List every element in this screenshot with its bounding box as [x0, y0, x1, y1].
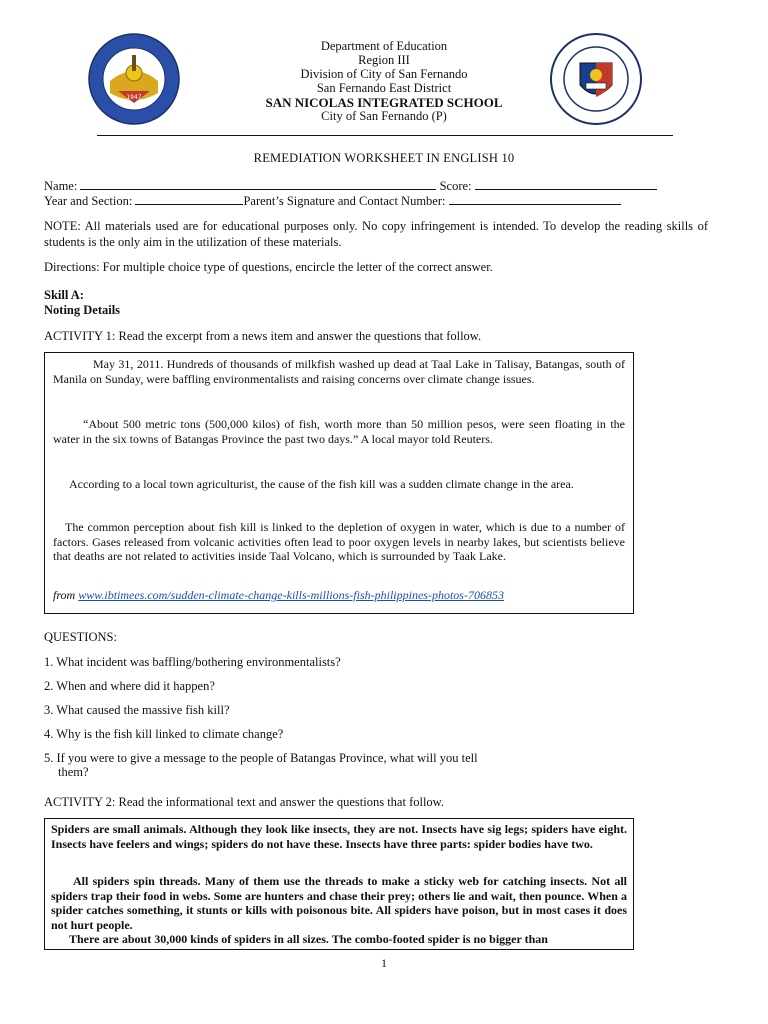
name-field[interactable]	[80, 178, 436, 190]
source-link[interactable]: www.ibtimees.com/sudden-climate-change-kills-millions-fish-philippines-photos-706853	[78, 588, 504, 602]
excerpt-source	[53, 588, 625, 603]
spiders-p3: There are about 30,000 kinds of spiders in all sizes. The combo-footed spider is no bigger than	[69, 932, 548, 946]
excerpt-p2: “About 500 metric tons (500,000 kilos) of fish, worth more than 50 million pesos, were seen floating in the water in the six towns of Batangas Province the past two days.” A local mayor told Reuters.	[53, 417, 625, 446]
header-dept: Department of Education	[320, 39, 448, 53]
name-label: Name:	[44, 179, 78, 193]
skill-name: Noting Details	[44, 303, 121, 317]
score-label: Score:	[439, 179, 472, 193]
excerpt-p1: May 31, 2011. Hundreds of thousands of milkfish washed up dead at Taal Lake in Talisay, Batangas, south of Manila on Sunday, were baffling environmentalists and raising concerns over climate change issues.	[53, 357, 625, 386]
source-prefix: from	[53, 588, 76, 602]
question-1: 1. What incident was baffling/bothering environmentalists?	[44, 655, 341, 669]
year-field[interactable]	[135, 193, 243, 205]
header-district: San Fernando East District	[316, 81, 452, 95]
question-4: 4. Why is the fish kill linked to climate change?	[44, 727, 284, 741]
year-row	[44, 193, 621, 209]
question-2: 2. When and where did it happen?	[44, 679, 215, 693]
page-number: 1	[381, 956, 387, 970]
spiders-text-box	[44, 818, 634, 950]
spiders-p1: Spiders are small animals. Although they look like insects, they are not. Insects have sig legs; spiders have eight. Insects have feelers and wings; spiders do not have these. Insects have three parts: spider bodies have two.	[51, 822, 627, 851]
skill-label: Skill A:	[44, 288, 84, 302]
logo-year: 1947	[126, 94, 142, 101]
header-school: SAN NICOLAS INTEGRATED SCHOOL	[265, 95, 503, 110]
parent-label: Parent’s Signature and Contact Number:	[243, 194, 446, 208]
excerpt-p3: According to a local town agriculturist, the cause of the fish kill was a sudden climate change in the area.	[69, 477, 574, 491]
excerpt-p4: The common perception about fish kill is linked to the depletion of oxygen in water, which is due to a number of factors. Gases released from volcanic activities often lead to poor oxygen levels in nearby lakes, but scientists believe that deaths are not related to activities inside Taal Volcano, which is surrounded by Taak Lake.	[53, 520, 625, 563]
year-label: Year and Section:	[44, 194, 133, 208]
directions-text: Directions: For multiple choice type of questions, encircle the letter of the correct answer.	[44, 260, 493, 274]
question-3: 3. What caused the massive fish kill?	[44, 703, 230, 717]
score-field[interactable]	[475, 178, 657, 190]
question-5: 5. If you were to give a message to the people of Batangas Province, what will you tell	[44, 751, 478, 765]
worksheet-title: REMEDIATION WORKSHEET IN ENGLISH 10	[253, 151, 515, 165]
header-divider	[97, 135, 673, 136]
activity1-heading: ACTIVITY 1: Read the excerpt from a news item and answer the questions that follow.	[44, 329, 482, 343]
name-row	[44, 178, 657, 194]
header-city: City of San Fernando (P)	[321, 109, 447, 123]
header-division: Division of City of San Fernando	[300, 67, 468, 81]
activity2-heading: ACTIVITY 2: Read the informational text and answer the questions that follow.	[44, 795, 445, 809]
news-excerpt-box	[44, 352, 634, 614]
header-region: Region III	[358, 53, 410, 67]
spiders-p2: All spiders spin threads. Many of them use the threads to make a sticky web for catching insects. Not all spiders trap their food in webs. Some are hunters and chase their prey; others lie and wait, then pounce. When a spider catches something, it stunts or kills with poisonous bite. All spiders have poison, but in most cases it does not hurt people.	[51, 874, 627, 932]
note-text: NOTE: All materials used are for educational purposes only. No copy infringement is intended. To develop the reading skills of students is the only aim in the utilization of these materials.	[44, 219, 708, 249]
parent-field[interactable]	[449, 193, 621, 205]
question-5-cont: them?	[58, 765, 89, 779]
questions-label: QUESTIONS:	[44, 630, 117, 644]
